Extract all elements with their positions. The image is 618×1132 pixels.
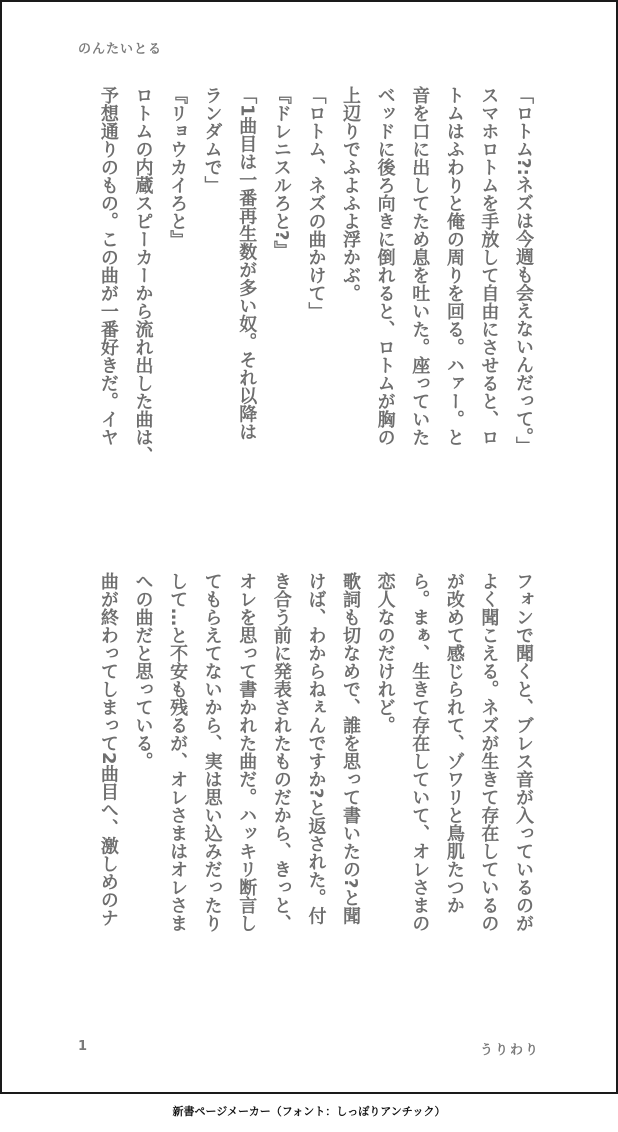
page-number: 1	[78, 1039, 88, 1054]
text-line: 恋人なのだけれど。	[374, 572, 396, 734]
text-line: 曲が終わってしまって2曲目へ、激しめのナ	[97, 572, 119, 927]
page-header-title: のんたいとる	[78, 42, 163, 57]
generator-caption: 新書ページメーカー（フォント：しっぽりアンチック）	[172, 1105, 446, 1118]
text-line: オレを思って書かれた曲だ。ハッキリ断言し	[236, 572, 258, 932]
text-line: 「ロトム、ネズの曲かけて」	[305, 86, 327, 320]
upper-text-block	[74, 86, 540, 518]
text-line: トムはふわりと俺の周りを回る。ハァー。と	[443, 86, 465, 446]
text-line: てもらえてないから、実は思い込みだったり	[201, 572, 223, 932]
text-line: スマホロトムを手放して自由にさせると、ロ	[478, 86, 500, 446]
lower-text-block	[74, 572, 540, 1004]
text-line: 歌詞も切なめで、誰を思って書いたの?と聞	[340, 572, 362, 925]
text-line: ランダムで」	[201, 86, 223, 194]
text-line: ロトムの内蔵スピーカーから流れ出した曲は、	[132, 86, 154, 464]
text-line: が改めて感じられて、ゾワリと鳥肌たつか	[443, 572, 465, 914]
text-line: して…と不安も残るが、オレさまはオレさま	[167, 572, 189, 932]
text-line: 『ドレニスルろと?』	[270, 86, 292, 259]
text-line: 上辺りでふよふよ浮かぶ。	[340, 86, 362, 302]
text-line: 予想通りのもの。この曲が一番好きだ。イヤ	[97, 86, 119, 446]
text-line: 「ロトム?:ネズは今週も会えないんだって。」	[513, 86, 534, 455]
text-line: 「1曲目は一番再生数が多い奴。それ以降は	[236, 86, 258, 441]
text-line: 音を口に出してため息を吐いた。座っていた	[409, 86, 431, 446]
text-line: への曲だと思っている。	[132, 572, 154, 770]
text-line: ベッドに後ろ向きに倒れると、ロトムが胸の	[374, 86, 396, 446]
text-line: 『リョウカイろと』	[167, 86, 189, 248]
text-line: き合う前に発表されたものだから、きっと、	[270, 572, 292, 932]
author-name: うりわり	[479, 1043, 540, 1058]
text-line: よく聞こえる。ネズが生きて存在しているの	[478, 572, 500, 932]
text-line: けば、わからねぇんですか?と返された。付	[305, 572, 327, 925]
text-line: ら。まぁ、生きて存在していて、オレさまの	[409, 572, 431, 932]
text-line: フォンで聞くと、ブレス音が入っているのが	[513, 572, 534, 932]
